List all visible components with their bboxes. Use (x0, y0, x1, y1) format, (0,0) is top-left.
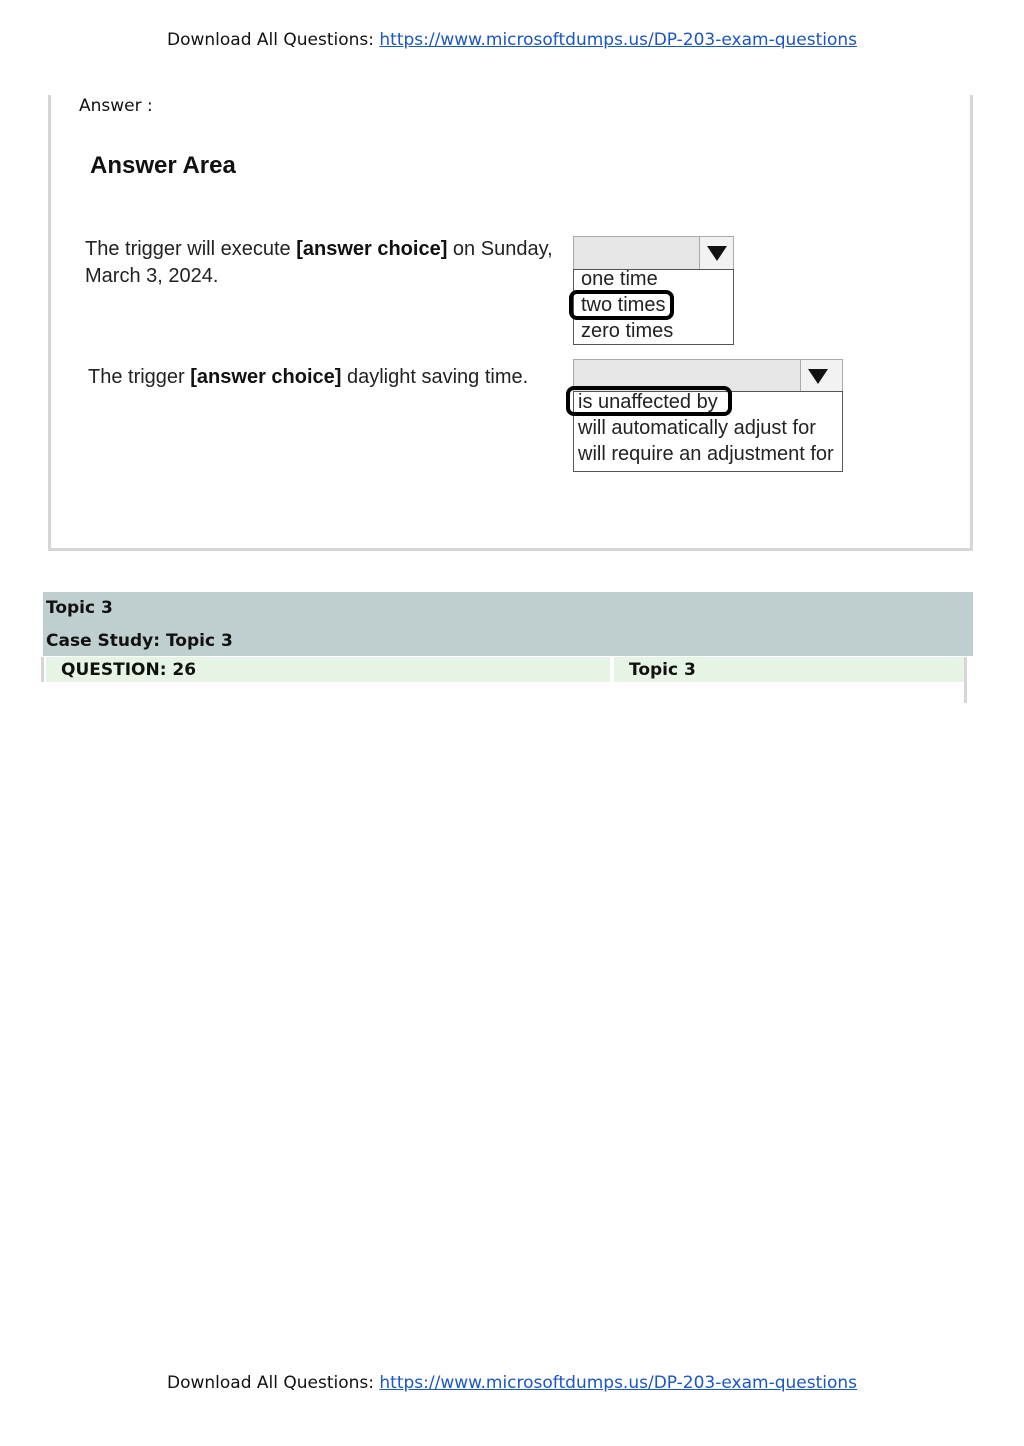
dropdown-2-option-1[interactable]: is unaffected by (578, 391, 718, 413)
selection-circle-1 (569, 290, 674, 320)
statement-1-choice: [answer choice] (296, 238, 448, 260)
question-number: QUESTION: 26 (61, 660, 197, 680)
header-prefix: Download All Questions: (166, 30, 374, 50)
page-footer (0, 1373, 1024, 1393)
dropdown-2-option-3[interactable]: will require an adjustment for (578, 443, 834, 465)
statement-1 (85, 236, 565, 290)
dropdown-1[interactable] (573, 236, 734, 270)
answer-label: Answer : (79, 96, 153, 116)
chevron-down-icon[interactable] (800, 360, 842, 392)
dropdown-2-option-2[interactable]: will automatically adjust for (578, 417, 816, 439)
selection-circle-2 (566, 386, 732, 416)
topic-title: Topic 3 (46, 598, 113, 618)
row-border-right (964, 657, 967, 703)
dropdown-1-option-2[interactable]: two times (581, 294, 666, 316)
statement-2-choice: [answer choice] (190, 366, 342, 388)
footer-download-link[interactable]: https://www.microsoftdumps.us/DP-203-exam-questions (379, 1373, 858, 1393)
row-border-left (41, 657, 44, 682)
dropdown-1-option-1[interactable]: one time (581, 268, 658, 290)
page-header (0, 30, 1024, 50)
footer-prefix: Download All Questions: (166, 1373, 374, 1393)
statement-2 (88, 364, 548, 391)
statement-2-after: daylight saving time. (341, 366, 529, 388)
question-topic-ref: Topic 3 (629, 660, 696, 680)
header-download-link[interactable]: https://www.microsoftdumps.us/DP-203-exam-questions (379, 30, 858, 50)
dropdown-1-option-3[interactable]: zero times (581, 320, 674, 342)
chevron-down-icon[interactable] (699, 237, 733, 269)
statement-1-before: The trigger will execute (85, 238, 297, 260)
answer-area-title: Answer Area (90, 152, 236, 179)
case-study-title: Case Study: Topic 3 (46, 631, 233, 651)
statement-2-before: The trigger (88, 366, 191, 388)
statement-1-after: on Sunday, March 3, 2024. (85, 238, 553, 287)
